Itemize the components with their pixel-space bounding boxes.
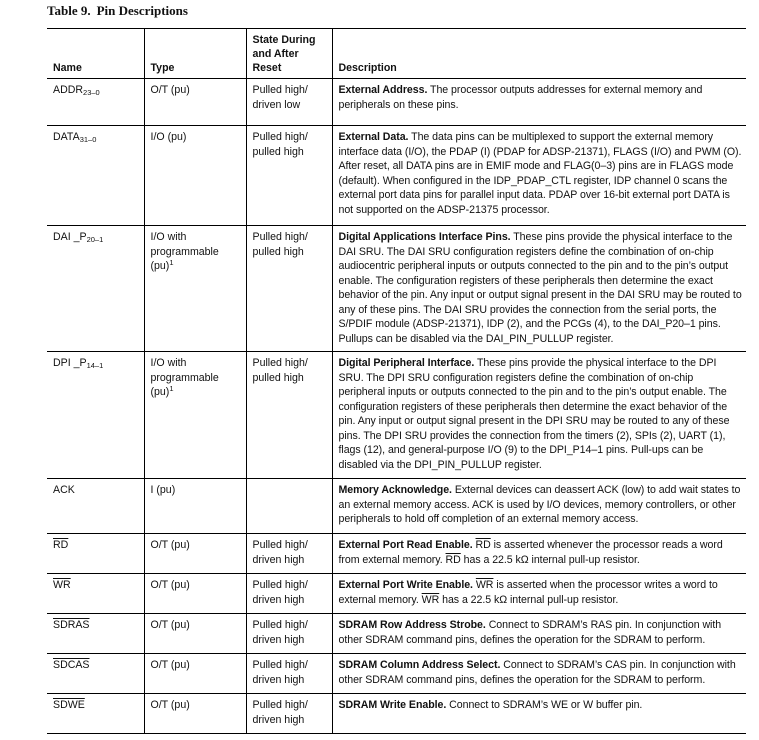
pin-name: DAI $\_P_{20-1}$	[53, 231, 104, 244]
pin-name: $\overline{RD}$	[53, 539, 69, 551]
header-type: Type	[144, 29, 246, 79]
pin-description: External Port Read Enable. $\overline{RD}$ is asserted whenever the processor reads a word from external memory. $\overline{RD}$ has a 22.5 kΩ internal pull-up resistor.	[332, 534, 746, 574]
table-row	[47, 226, 746, 352]
pin-name: SDRAS	[53, 619, 90, 631]
table-row	[47, 126, 746, 226]
table-row	[47, 654, 746, 694]
pin-description: External Data. The data pins can be multiplexed to support the external memory interface data (I/O), the PDAP (I) (PDAP for ADSP-21371), FLAGS (I/O) and PWM (O). After reset, all DATA pins are in EMIF mode and FLAG(0–3) pins are in FLAGS mode (default). When configured in the IDP_PDAP_CTL register, IDP channel 0 scans the external port data pins for parallel input data. PDAP over 16-bit external port DATA is not supported on the ADSP-21375 processor.	[332, 126, 746, 226]
pin-state: Pulled high/ pulled high	[246, 126, 332, 226]
pin-type: I/O (pu)	[144, 126, 246, 226]
table-row	[47, 79, 746, 126]
pin-type: I/O with programmable (pu)$^1$	[144, 226, 246, 352]
pin-name: $\overline{WR}$	[53, 579, 71, 591]
table-row	[47, 694, 746, 734]
pin-description: SDRAM Write Enable. Connect to SDRAM’s WE or W buffer pin.	[332, 694, 746, 734]
table-row	[47, 534, 746, 574]
header-name: Name	[53, 62, 82, 74]
table-caption	[47, 3, 188, 19]
table-row	[47, 352, 746, 479]
pin-name: DPI $\_P_{14-1}$	[53, 357, 104, 370]
pin-type: I/O with programmable (pu)$^1$	[144, 352, 246, 479]
pin-description: External Address. The processor outputs addresses for external memory and peripherals on these pins.	[332, 79, 746, 126]
pin-state: Pulled high/ driven high	[246, 534, 332, 574]
pin-type: O/T (pu)	[144, 574, 246, 614]
pin-state: Pulled high/ pulled high	[246, 226, 332, 352]
pin-description: SDRAM Row Address Strobe. Connect to SDRAM’s RAS pin. In conjunction with other SDRAM command pins, defines the operation for the SDRAM to perform.	[332, 614, 746, 654]
header-state: State During and After Reset	[246, 29, 332, 79]
pin-description: Digital Peripheral Interface. These pins provide the physical interface to the DPI SRU. The DPI SRU configuration registers define the combination of on-chip peripheral inputs or outputs connected to the pin and to the pin’s output enable. The configuration registers of these peripherals then determine the exact behavior of the pin. Any input or output signal present in the DPI SRU may be routed to any of these pins. The DPI SRU provides the connection from the timers (2), SPIs (2), UART (1), flags (12), and general-purpose I/O (9) to the DPI_P14–1 pins. Pull-ups can be disabled via the DPI_PIN_PULLUP register.	[332, 352, 746, 479]
pin-description: External Port Write Enable. $\overline{WR}$ is asserted when the processor writes a word to external memory. $\overline{WR}$ has a 22.5 kΩ internal pull-up resistor.	[332, 574, 746, 614]
pin-type: O/T (pu)	[144, 79, 246, 126]
pin-state: Pulled high/ driven high	[246, 654, 332, 694]
pin-state: Pulled high/ driven high	[246, 694, 332, 734]
table-title: Pin Descriptions	[96, 3, 188, 18]
pin-state	[246, 479, 332, 534]
table-row	[47, 614, 746, 654]
pin-type: I (pu)	[144, 479, 246, 534]
table-number: Table 9.	[47, 3, 91, 18]
pin-type: O/T (pu)	[144, 614, 246, 654]
pin-description: Memory Acknowledge. External devices can deassert ACK (low) to add wait states to an external memory access. ACK is used by I/O devices, memory controllers, or other peripherals to hold off completion of an external memory access.	[332, 479, 746, 534]
pin-type: O/T (pu)	[144, 654, 246, 694]
pin-descriptions-table	[47, 28, 746, 734]
header-row	[47, 29, 746, 79]
pin-description: SDRAM Column Address Select. Connect to SDRAM’s CAS pin. In conjunction with other SDRAM command pins, defines the operation for the SDRAM to perform.	[332, 654, 746, 694]
table-row	[47, 479, 746, 534]
pin-name: $ADDR_{23-0}$	[53, 84, 100, 97]
header-description: Description	[332, 29, 746, 79]
pin-state: Pulled high/ driven low	[246, 79, 332, 126]
pin-state: Pulled high/ pulled high	[246, 352, 332, 479]
table-row	[47, 574, 746, 614]
pin-name: ACK	[53, 484, 75, 496]
pin-name: SDWE	[53, 699, 85, 711]
pin-description: Digital Applications Interface Pins. These pins provide the physical interface to the DAI SRU. The DAI SRU configuration registers define the combination of on-chip audiocentric peripheral inputs or outputs connected to the pin and to the pin’s output enable. The configuration registers of these peripherals then determine the exact behavior of the pin. Any input or output signal present in the DAI SRU may be routed to any of these pins. The DAI SRU provides the connection from the serial ports, the S/PDIF module (ADSP-21371), IDP (2), and the PCGs (4), to the DAI_P20–1 pins. Pullups can be disabled via the DAI_PIN_PULLUP register.	[332, 226, 746, 352]
pin-type: O/T (pu)	[144, 694, 246, 734]
pin-state: Pulled high/ driven high	[246, 574, 332, 614]
pin-name: $DATA_{31-0}$	[53, 131, 97, 144]
pin-type: O/T (pu)	[144, 534, 246, 574]
pin-state: Pulled high/ driven high	[246, 614, 332, 654]
pin-name: SDCAS	[53, 659, 90, 671]
